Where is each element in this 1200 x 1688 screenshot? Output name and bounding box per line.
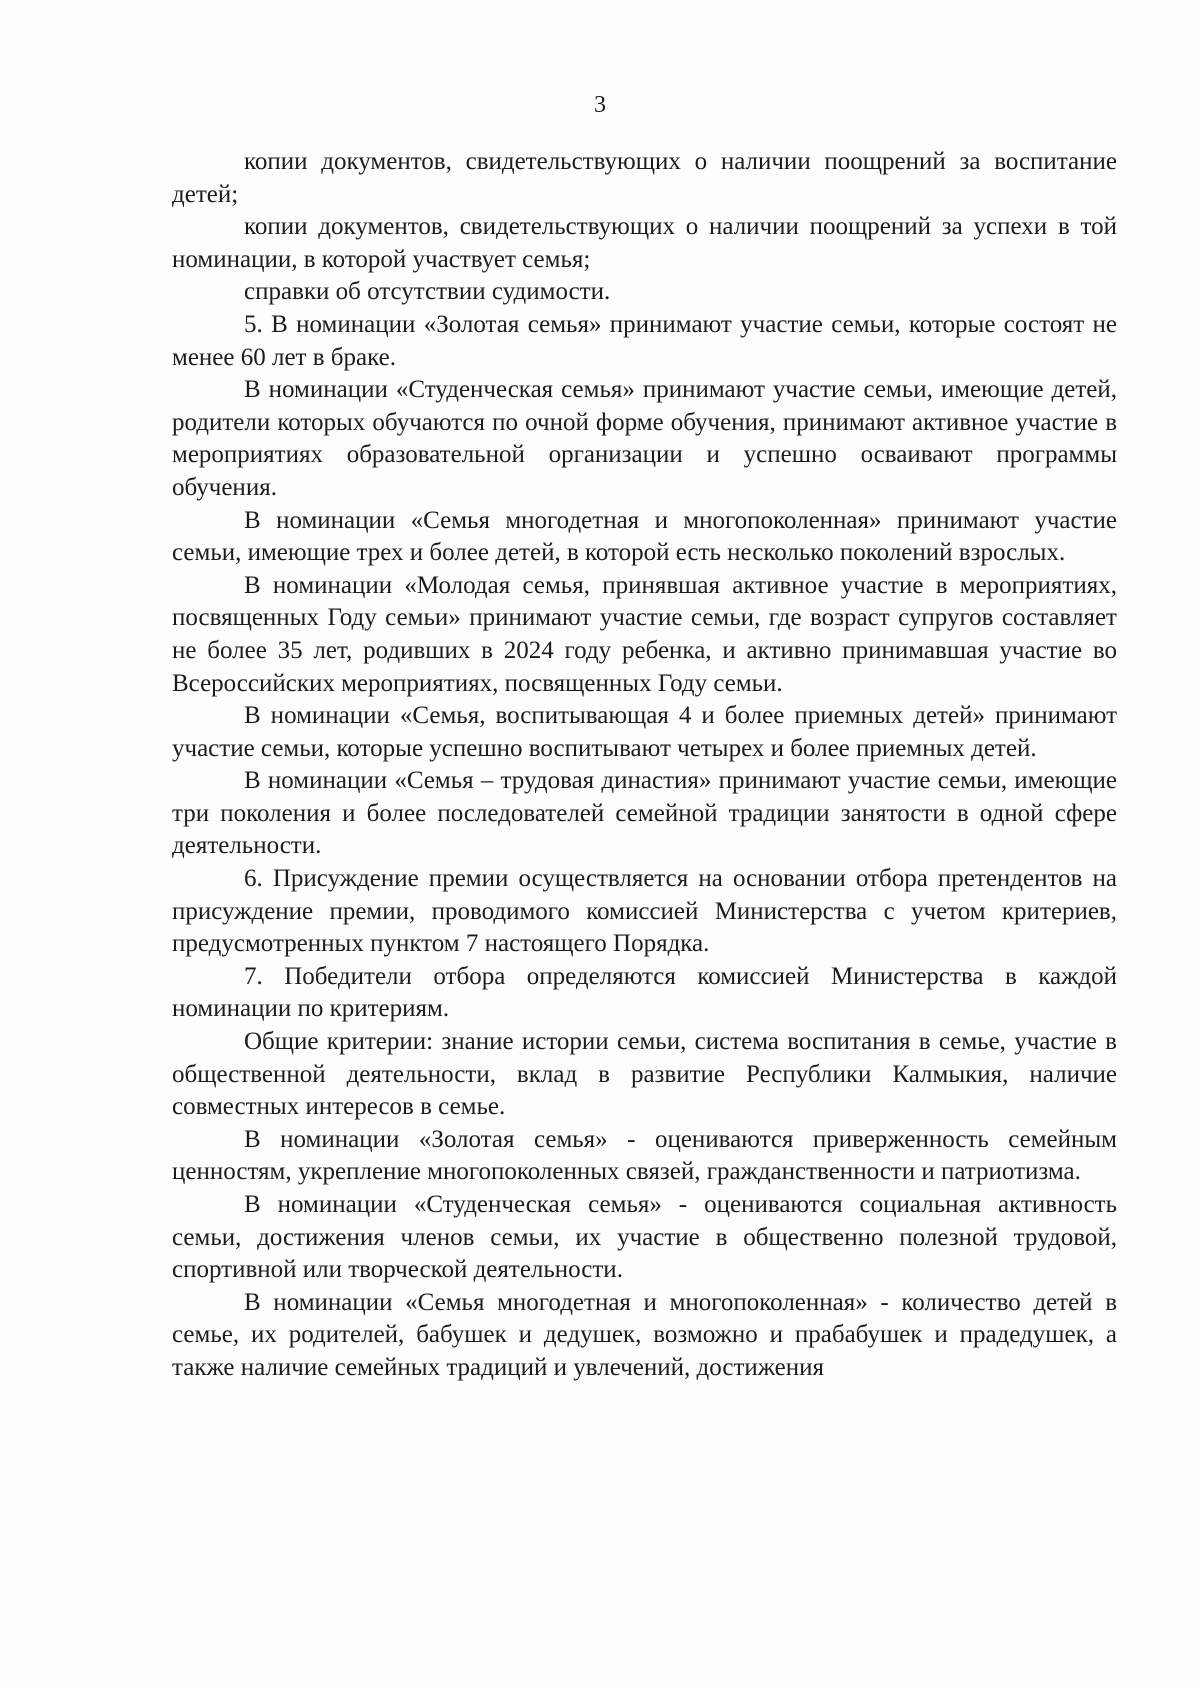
paragraph-criteria-student-family: В номинации «Студенческая семья» - оцениваются социальная активность семьи, достижения членов семьи, их участие в общественно полезной трудовой, спортивной или творческой деятельности. bbox=[172, 1191, 1117, 1284]
paragraph-supporting-docs-upbringing: копии документов, свидетельствующих о наличии поощрений за воспитание детей; bbox=[172, 148, 1117, 208]
paragraph-item-5-golden-family: 5. В номинации «Золотая семья» принимают участие семьи, которые состоят не менее 60 лет в браке. bbox=[172, 310, 1117, 371]
paragraph-general-criteria: Общие критерии: знание истории семьи, система воспитания в семье, участие в общественной деятельности, вклад в развитие Республики Калмыкия, наличие совместных интересов в семье. bbox=[172, 1028, 1117, 1121]
paragraph-item-7-winners: 7. Победители отбора определяются комиссией Министерства в каждой номинации по критериям. bbox=[172, 962, 1117, 1023]
paragraph-criminal-record-certificate: справки об отсутствии судимости. bbox=[244, 278, 611, 306]
page-number: 3 bbox=[594, 92, 606, 118]
document-body bbox=[172, 146, 1117, 1385]
paragraph-criteria-large-family: В номинации «Семья многодетная и многопоколенная» - количество детей в семье, их родителей, бабушек и дедушек, возможно и прабабушек и прадедушек, а также наличие семейных традиций и увлечений, достижения bbox=[172, 1288, 1117, 1381]
paragraph-large-multigenerational-family: В номинации «Семья многодетная и многопоколенная» принимают участие семьи, имеющие трех и более детей, в которой есть несколько поколений взрослых. bbox=[172, 506, 1117, 567]
paragraph-student-family: В номинации «Студенческая семья» принимают участие семьи, имеющие детей, родители которых обучаются по очной форме обучения, принимают активное участие в мероприятиях образовательной организации и успешно осваивают программы обучения. bbox=[172, 376, 1117, 501]
paragraph-foster-family: В номинации «Семья, воспитывающая 4 и более приемных детей» принимают участие семьи, которые успешно воспитывают четырех и более приемных детей. bbox=[172, 702, 1117, 762]
paragraph-criteria-golden-family: В номинации «Золотая семья» - оцениваются приверженность семейным ценностям, укрепление многопоколенных связей, гражданственности и патриотизма. bbox=[172, 1125, 1117, 1186]
paragraph-labor-dynasty: В номинации «Семья – трудовая династия» принимают участие семьи, имеющие три поколения и более последователей семейной традиции занятости в одной сфере деятельности. bbox=[172, 767, 1117, 860]
paragraph-item-6-award-selection: 6. Присуждение премии осуществляется на основании отбора претендентов на присуждение премии, проводимого комиссией Министерства с учетом критериев, предусмотренных пунктом 7 настоящего Порядка. bbox=[172, 865, 1117, 958]
paragraph-young-family: В номинации «Молодая семья, принявшая активное участие в мероприятиях, посвященных Году семьи» принимают участие семьи, где возраст супругов составляет не более 35 лет, родивших в 2024 году ребенка, и активно принимавшая участие во Всероссийских мероприятиях, посвященных Году семьи. bbox=[172, 571, 1117, 697]
paragraph-supporting-docs-nomination: копии документов, свидетельствующих о наличии поощрений за успехи в той номинации, в которой участвует семья; bbox=[172, 213, 1117, 273]
